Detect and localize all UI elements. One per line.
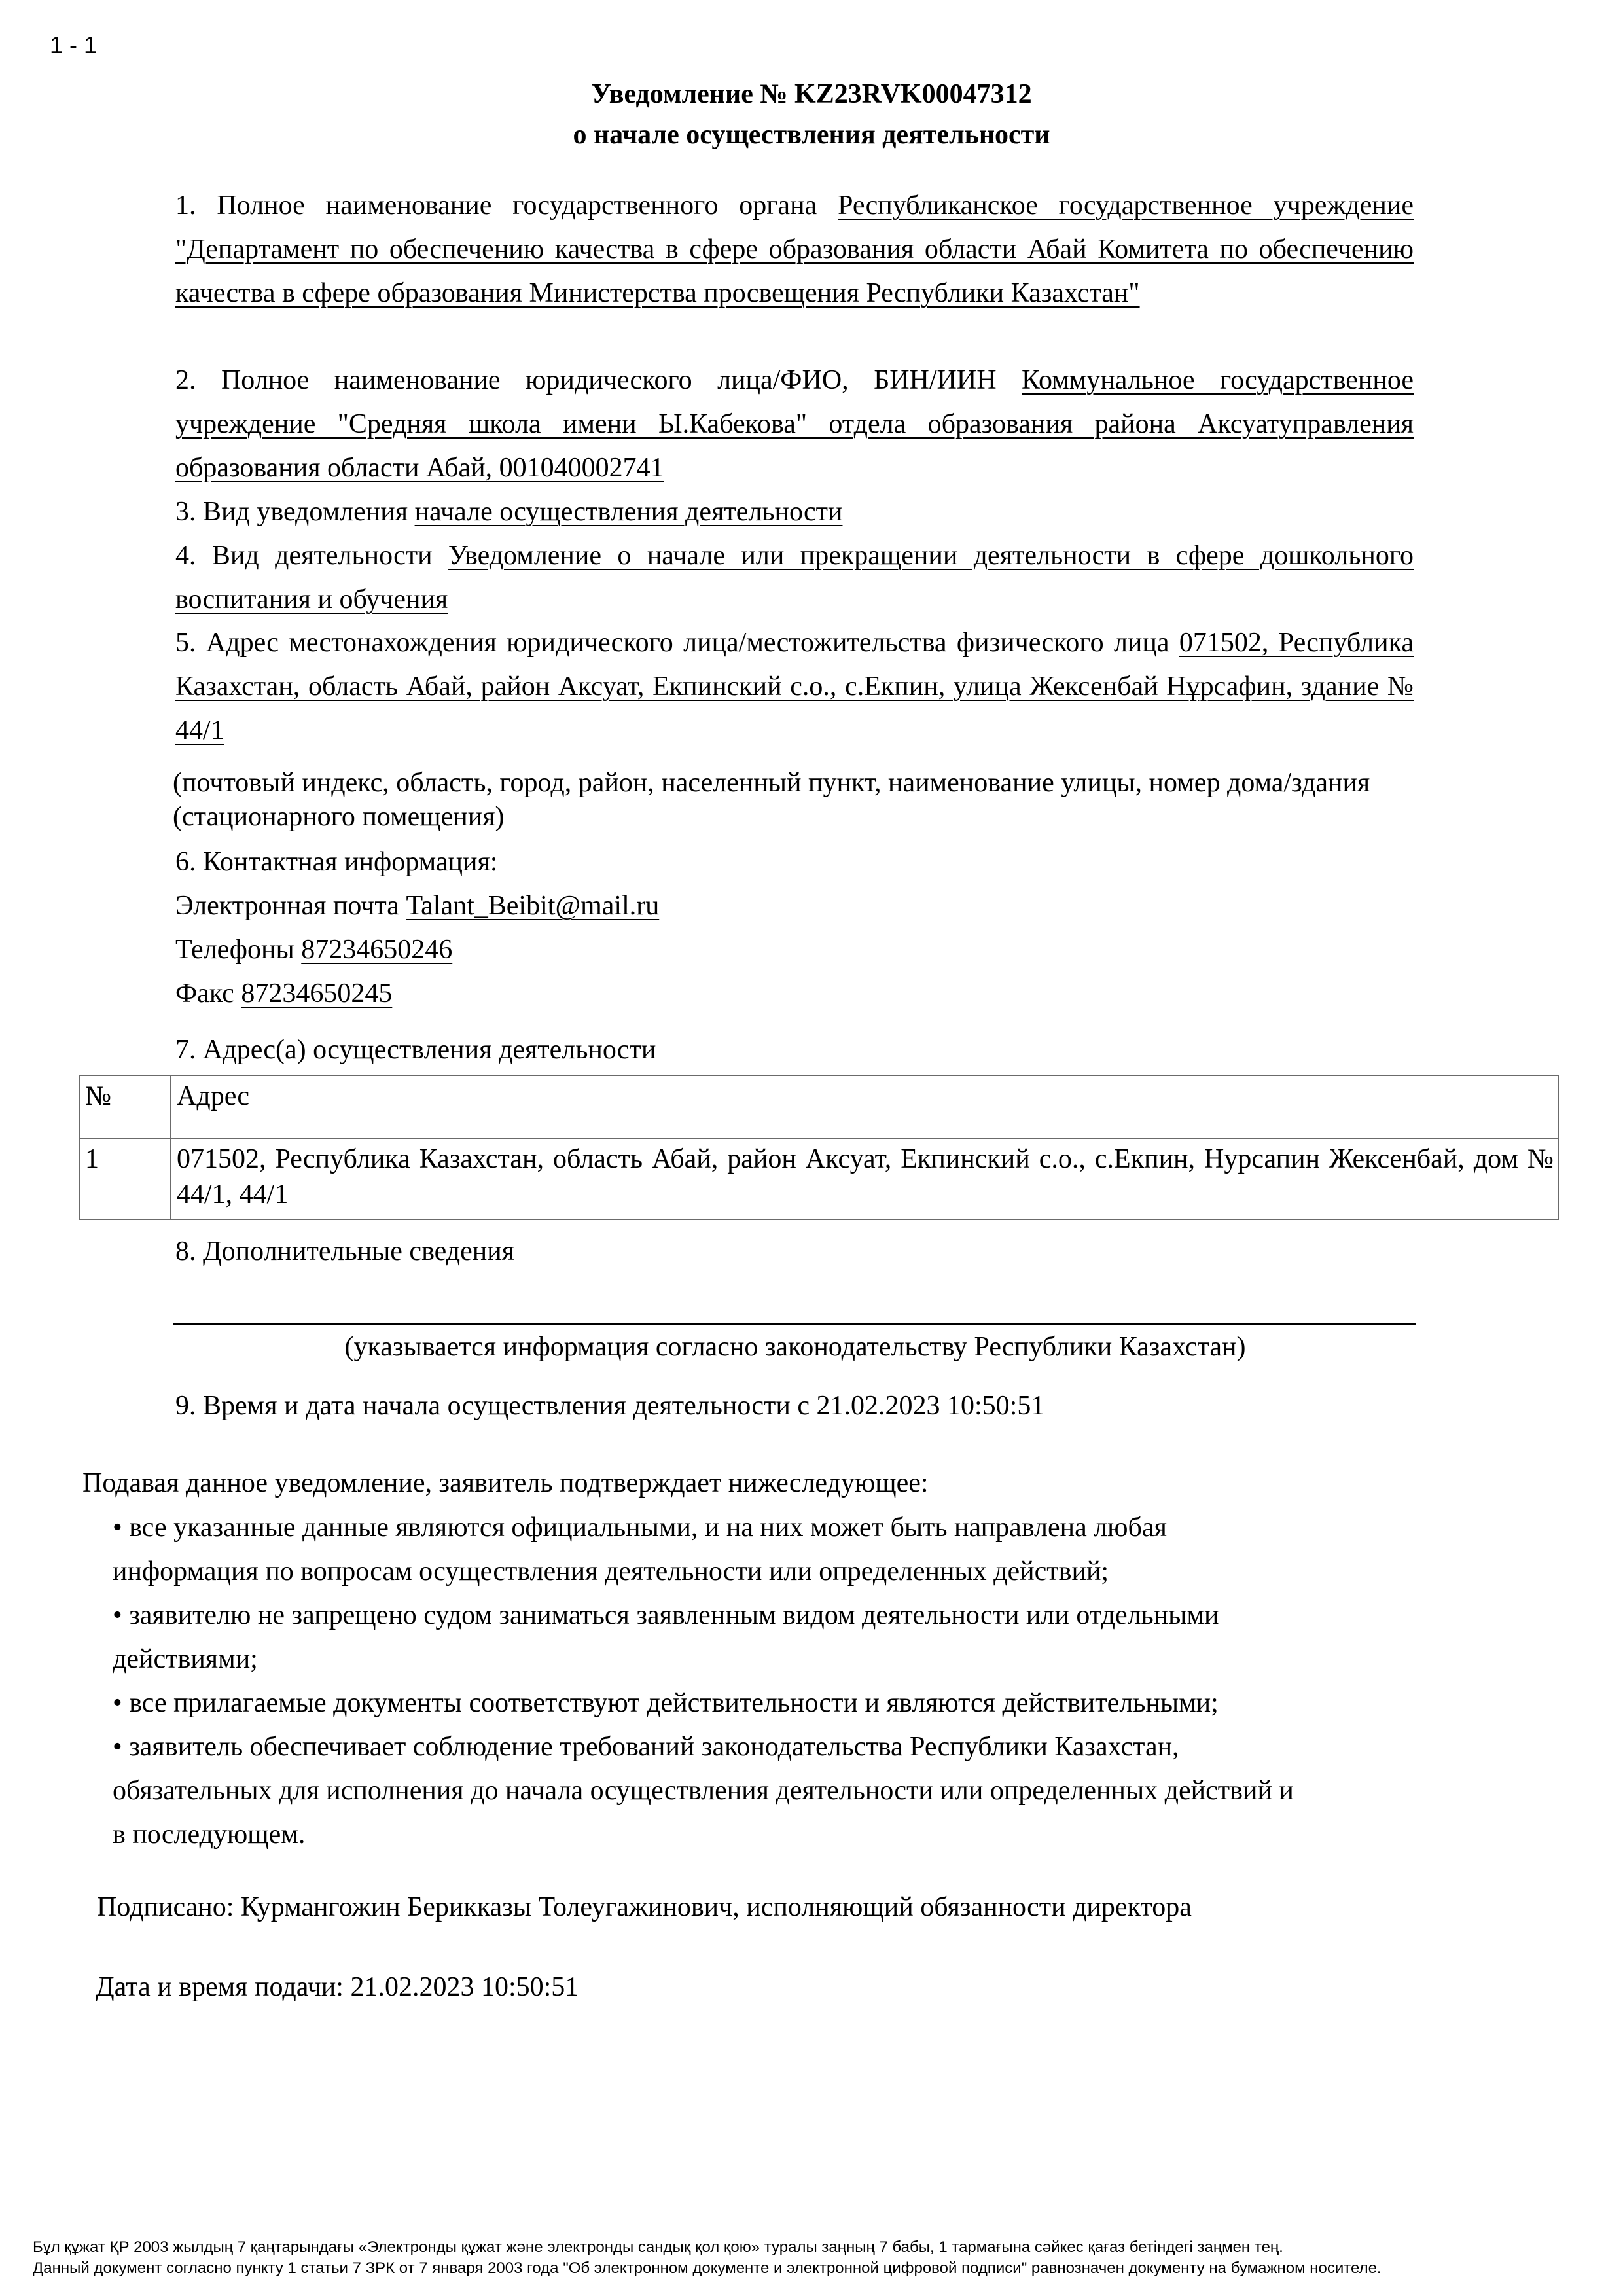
- fax-row: [175, 977, 392, 1011]
- item-8-label: 8. Дополнительные сведения: [175, 1236, 515, 1266]
- additional-info-line: [173, 1323, 1416, 1325]
- confirmation-line-7: обязательных для исполнения до начала осуществления деятельности или определенных действий и: [113, 1776, 1294, 1806]
- confirmation-line-4: действиями;: [113, 1644, 258, 1674]
- item-4-value: Уведомление о начале или прекращении деятельности в сфере дошкольного воспитания и обучения: [175, 541, 1414, 615]
- confirmation-line-3: • заявителю не запрещено судом заниматься заявленным видом деятельности или отдельными: [113, 1600, 1219, 1630]
- submitted-value: 21.02.2023 10:50:51: [350, 1972, 579, 2002]
- confirmation-line-8: в последующем.: [113, 1820, 306, 1850]
- footer-legal-ru: Данный документ согласно пункту 1 статьи 7 ЗРК от 7 января 2003 года "Об электронном документе и электронной цифровой подписи" равнозначен документу на бумажном носителе.: [33, 2259, 1382, 2277]
- email-label: Электронная почта: [175, 891, 399, 921]
- confirmation-line-6: • заявитель обеспечивает соблюдение требований законодательства Республики Казахстан,: [113, 1732, 1179, 1762]
- item-2-value: Коммунальное государственное учреждение "Средняя школа имени Ы.Кабекова" отдела образования района Аксуатуправления образования области Абай, 001040002741: [175, 365, 1414, 483]
- phone-label: Телефоны: [175, 935, 294, 965]
- address-format-hint: (почтовый индекс, область, город, район, населенный пункт, наименование улицы, номер дома/здания (стационарного помещения): [173, 768, 1370, 832]
- phone-value: 87234650246: [301, 935, 453, 965]
- item-5-value: 071502, Республика Казахстан, область Абай, район Аксуат, Екпинский с.о., с.Екпин, улица Жексенбай Нұрсафин, здание № 44/1: [175, 628, 1414, 745]
- page-number: 1 - 1: [50, 31, 98, 58]
- item-5-label: 5. Адрес местонахождения юридического лица/местожительства физического лица: [175, 628, 1169, 658]
- item-2-label: 2. Полное наименование юридического лица/ФИО, БИН/ИИН: [175, 365, 997, 395]
- table-header-row: [79, 1075, 1558, 1138]
- item-9-start-datetime: 9. Время и дата начала осуществления деятельности с 21.02.2023 10:50:51: [175, 1391, 1045, 1421]
- signed-by: [97, 1890, 1192, 1924]
- item-3-notification-type: [175, 490, 1414, 534]
- table-header-address: Адрес: [171, 1075, 1558, 1138]
- footer-legal-kz: Бұл құжат ҚР 2003 жылдың 7 қаңтарындағы «Электронды құжат және электронды сандық қол қою» туралы заңның 7 бабы, 1 тармағына сәйкес қағаз бетіндегі заңмен тең.: [33, 2238, 1283, 2256]
- item-1-value: Республиканское государственное учреждение "Департамент по обеспечению качества в сфере образования области Абай Комитета по обеспечению качества в сфере образования Министерства просвещения Республики Казахстан": [175, 190, 1414, 308]
- item-3-value: начале осуществления деятельности: [414, 497, 843, 527]
- confirmation-line-5: • все прилагаемые документы соответствуют действительности и являются действительными;: [113, 1688, 1219, 1718]
- notification-subtitle: о начале осуществления деятельности: [573, 120, 1050, 150]
- phone-row: [175, 933, 452, 967]
- table-cell-number: 1: [79, 1138, 171, 1219]
- item-1-label: 1. Полное наименование государственного органа: [175, 190, 817, 221]
- item-7-label: 7. Адрес(а) осуществления деятельности: [175, 1035, 656, 1065]
- signed-label: Подписано:: [97, 1892, 234, 1922]
- confirmation-intro: Подавая данное уведомление, заявитель подтверждает нижеследующее:: [82, 1468, 929, 1498]
- item-2-legal-entity: [175, 359, 1414, 490]
- item-1-government-body: [175, 184, 1414, 315]
- submission-datetime: [96, 1970, 579, 2004]
- item-4-label: 4. Вид деятельности: [175, 541, 433, 571]
- confirmation-line-2: информация по вопросам осуществления деятельности или определенных действий;: [113, 1556, 1109, 1587]
- fax-value: 87234650245: [241, 978, 393, 1009]
- activity-address-table: [79, 1075, 1559, 1220]
- table-row: [79, 1138, 1558, 1219]
- submitted-label: Дата и время подачи:: [96, 1972, 344, 2002]
- email-row: [175, 889, 659, 923]
- fax-label: Факс: [175, 978, 234, 1009]
- item-3-label: 3. Вид уведомления: [175, 497, 408, 527]
- confirmation-line-1: • все указанные данные являются официальными, и на них может быть направлена любая: [113, 1513, 1167, 1543]
- table-cell-address: 071502, Республика Казахстан, область Абай, район Аксуат, Екпинский с.о., с.Екпин, Нурсапин Жексенбай, дом № 44/1, 44/1: [171, 1138, 1558, 1219]
- item-5-address: [175, 621, 1414, 753]
- signed-value: Курмангожин Берикказы Толеугажинович, исполняющий обязанности директора: [240, 1892, 1192, 1922]
- notification-title: Уведомление № KZ23RVK00047312: [591, 79, 1032, 109]
- item-4-activity-type: [175, 534, 1414, 622]
- additional-info-hint: (указывается информация согласно законодательству Республики Казахстан): [344, 1332, 1246, 1362]
- table-header-number: №: [79, 1075, 171, 1138]
- item-6-label: 6. Контактная информация:: [175, 847, 498, 877]
- email-value: Talant_Beibit@mail.ru: [406, 891, 660, 921]
